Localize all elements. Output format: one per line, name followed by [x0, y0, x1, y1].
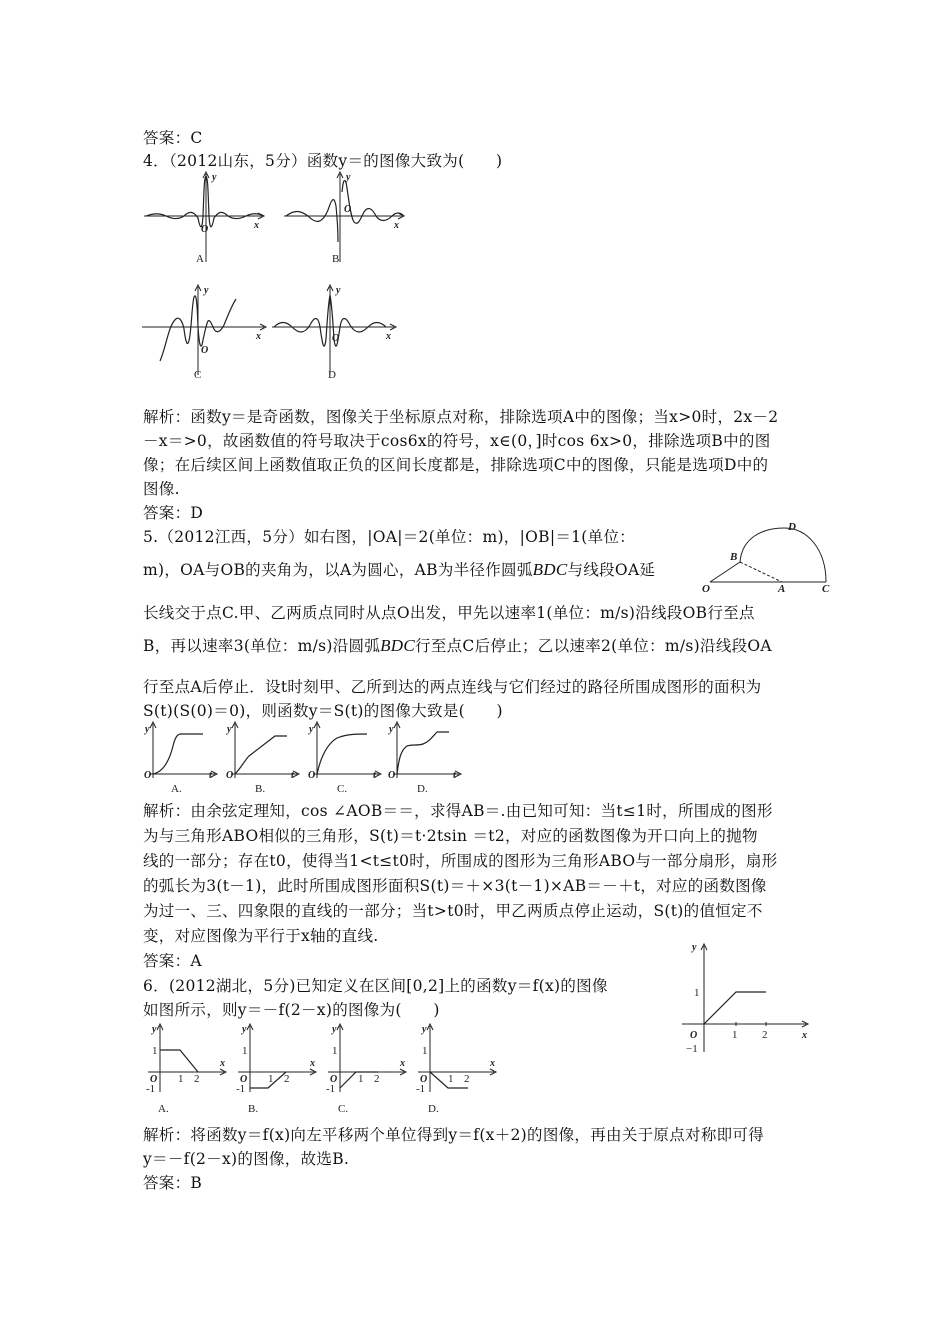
tick-label: 2 [464, 1073, 470, 1085]
q5-stem-text: m)，OA与OB的夹角为，以A为圆心，AB为半径作圆弧 [143, 561, 533, 579]
origin-label: O [388, 770, 396, 781]
axis-y-label: y [336, 285, 341, 296]
q4-graph-c [140, 285, 270, 385]
q5-stem-line [143, 560, 655, 580]
tick-label: 1 [152, 1045, 158, 1057]
answer-q5: 答案：A [143, 952, 202, 970]
tick-label: −1 [686, 1043, 698, 1055]
axis-x-label: t [373, 770, 376, 781]
axis-x-label: x [256, 331, 261, 342]
q4-analysis-line: －x＝>0，故函数值的符号取决于cos6x的符号，x∈(0，]时cos 6x>0，排除选项B中的图 [143, 432, 771, 450]
point-a-label: A [778, 583, 786, 595]
origin-label: O [330, 1074, 338, 1085]
axis-y-label: y [212, 172, 217, 183]
q5-graph-d [387, 722, 467, 794]
q6-analysis-line: y＝－f(2－x)的图像，故选B. [143, 1150, 350, 1168]
tick-label: -1 [236, 1083, 246, 1095]
tick-label: 2 [284, 1073, 290, 1085]
q5-stem-line: 长线交于点C.甲、乙两质点同时从点O出发，甲先以速率1(单位：m/s)沿线段OB行至点 [143, 604, 755, 622]
point-o-label: O [702, 583, 710, 595]
arc-bdc-symbol: BDC [380, 636, 416, 655]
tick-label: -1 [416, 1083, 426, 1095]
axis-y-label: y [309, 724, 314, 735]
q6-analysis-line: 解析：将函数y＝f(x)向左平移两个单位得到y＝f(x＋2)的图像，再由关于原点对称即可得 [143, 1126, 765, 1144]
axis-x-label: t [209, 770, 212, 781]
option-label: D. [417, 783, 428, 795]
axis-y-label: y [692, 942, 697, 953]
q4-analysis-line: 解析：函数y＝是奇函数，图像关于坐标原点对称，排除选项A中的图像；当x>0时，2x－2 [143, 408, 779, 426]
q5-stem-line: 5.（2012江西，5分）如右图，|OA|＝2(单位：m)，|OB|＝1(单位： [143, 528, 636, 546]
tick-label: 2 [194, 1073, 200, 1085]
origin-label: O [240, 1074, 248, 1085]
q4-graph-b [280, 172, 410, 267]
axis-x-label: x [220, 1058, 225, 1069]
axis-y-label: y [242, 1024, 247, 1035]
q5-graph-c [307, 722, 387, 794]
q5-analysis-line: 解析：由余弦定理知，cos ∠AOB＝＝，求得AB＝.由已知可知：当t≤1时，所围成的图形 [143, 802, 773, 820]
axis-x-label: t [453, 770, 456, 781]
option-label: D. [428, 1103, 439, 1115]
axis-y-label: y [204, 285, 209, 296]
tick-label: 1 [732, 1029, 738, 1041]
axis-y-label: y [389, 724, 394, 735]
option-label: C. [338, 1103, 349, 1115]
answer-q4: 答案：D [143, 504, 204, 522]
axis-x-label: x [400, 1058, 405, 1069]
origin-label: O [332, 333, 340, 344]
option-label: C. [337, 783, 348, 795]
axis-x-label: x [310, 1058, 315, 1069]
point-c-label: C [822, 583, 830, 595]
q4-analysis-line: 图像. [143, 480, 180, 498]
axis-y-label: y [227, 724, 232, 735]
q5-graph-b [225, 722, 305, 794]
q5-stem-text: 行至点C后停止；乙以速率2(单位：m/s)沿线段OA [415, 637, 772, 655]
q5-analysis-line: 的弧长为3(t－1)，此时所围成图形面积S(t)＝＋×3(t－1)×AB＝－＋t，对应的函数图像 [143, 877, 767, 895]
q5-analysis-line: 线的一部分；存在t0，使得当1<t≤t0时，所围成的图形为三角形ABO与一部分扇形，扇形 [143, 852, 778, 870]
origin-label: O [226, 770, 234, 781]
option-label: B [332, 253, 340, 265]
tick-label: 1 [332, 1045, 338, 1057]
point-d-label: D [788, 521, 796, 533]
axis-x-label: x [490, 1058, 495, 1069]
q6-graph-d [410, 1020, 500, 1115]
axis-y-label: y [152, 1024, 157, 1035]
axis-x-label: x [254, 220, 259, 231]
q5-stem-line: S(t)(S(0)＝0)，则函数y＝S(t)的图像大致是( ) [143, 702, 503, 720]
origin-label: O [201, 345, 209, 356]
origin-label: O [308, 770, 316, 781]
option-label: A [196, 253, 204, 265]
tick-label: 1 [694, 987, 700, 999]
q4-graph-d [270, 285, 400, 385]
q4-stem: 4．（2012山东，5分）函数y＝的图像大致为( ) [143, 152, 503, 170]
origin-label: O [150, 1074, 158, 1085]
axis-x-label: x [394, 220, 399, 231]
origin-label: O [201, 224, 209, 235]
origin-label: O [690, 1030, 698, 1041]
option-label: B. [248, 1103, 259, 1115]
answer-q3: 答案：C [143, 129, 203, 147]
tick-label: 1 [178, 1073, 184, 1085]
tick-label: -1 [146, 1083, 156, 1095]
q5-stem-text: B，再以速率3(单位：m/s)沿圆弧 [143, 637, 381, 655]
option-label: D [328, 369, 336, 381]
tick-label: 2 [762, 1029, 768, 1041]
axis-y-label: y [422, 1024, 427, 1035]
arc-bdc-symbol: BDC [532, 560, 568, 579]
tick-label: 1 [268, 1073, 274, 1085]
q5-graph-a [143, 722, 223, 794]
origin-label: O [420, 1074, 428, 1085]
tick-label: -1 [326, 1083, 336, 1095]
tick-label: 1 [242, 1045, 248, 1057]
q4-graph-a [140, 172, 270, 267]
q5-analysis-line: 变，对应图像为平行于x轴的直线. [143, 927, 379, 945]
q6-graph-b [230, 1020, 320, 1115]
q5-analysis-line: 为过一、三、四象限的直线的一部分；当t>t0时，甲乙两质点停止运动，S(t)的值恒定不 [143, 902, 763, 920]
tick-label: 1 [358, 1073, 364, 1085]
axis-x-label: x [386, 331, 391, 342]
axis-x-label: t [291, 770, 294, 781]
tick-label: 1 [422, 1045, 428, 1057]
q5-stem-line: 行至点A后停止．设t时刻甲、乙所到达的两点连线与它们经过的路径所围成图形的面积为 [143, 678, 762, 696]
q6-graph-c [320, 1020, 410, 1115]
origin-label: O [344, 204, 352, 215]
origin-label: O [144, 770, 152, 781]
q6-stem-line: 如图所示，则y＝－f(2－x)的图像为( ) [143, 1001, 440, 1019]
option-label: A. [158, 1103, 169, 1115]
axis-y-label: y [332, 1024, 337, 1035]
q5-stem-line [143, 636, 772, 656]
tick-label: 2 [374, 1073, 380, 1085]
q4-analysis-line: 像；在后续区间上函数值取正负的区间长度都是，排除选项C中的图像，只能是选项D中的 [143, 456, 769, 474]
option-label: C [194, 369, 202, 381]
q6-graph-a [140, 1020, 230, 1115]
option-label: A. [171, 783, 182, 795]
axis-x-label: x [802, 1030, 807, 1041]
q6-stem-line: 6．(2012湖北，5分)已知定义在区间[0,2]上的函数y＝f(x)的图像 [143, 977, 608, 995]
axis-y-label: y [346, 172, 351, 183]
option-label: B. [255, 783, 266, 795]
tick-label: 1 [448, 1073, 454, 1085]
q5-geometry-figure [700, 518, 840, 598]
axis-y-label: y [145, 724, 150, 735]
q5-stem-text: 与线段OA延 [567, 561, 656, 579]
q5-analysis-line: 为与三角形ABO相似的三角形，S(t)＝t·2tsin ＝t2，对应的函数图像为开口向上的抛物 [143, 827, 758, 845]
q6-reference-graph [672, 940, 812, 1060]
point-b-label: B [730, 551, 738, 563]
answer-q6: 答案：B [143, 1174, 203, 1192]
